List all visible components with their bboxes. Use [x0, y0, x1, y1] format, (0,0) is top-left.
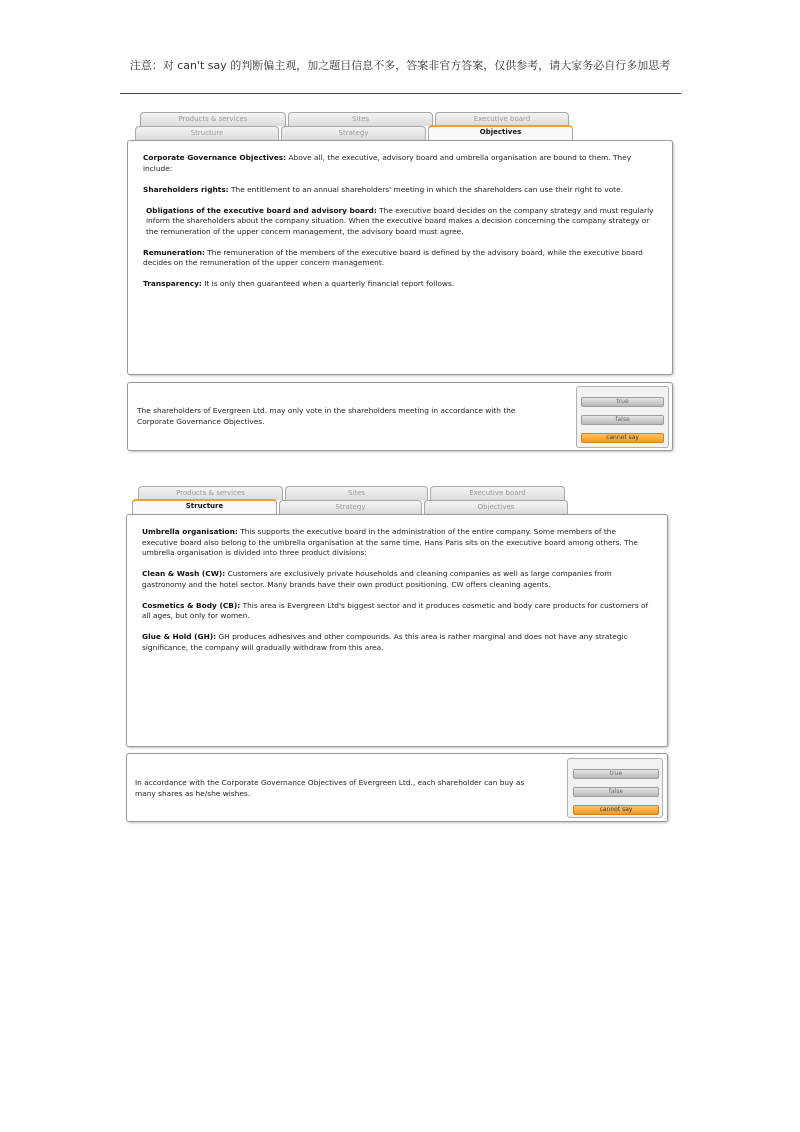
answer-cannot-say-button[interactable]: cannot say [573, 805, 659, 815]
tab-objectives[interactable]: Objectives [424, 500, 568, 514]
paragraph [143, 206, 658, 238]
paragraph-title: Shareholders rights: [143, 184, 229, 194]
paragraph-title: Obligations of the executive board and advisory board: [146, 205, 377, 215]
paragraph [143, 248, 658, 269]
paragraph-text: The entitlement to an annual shareholders' meeting in which the shareholders can use their right to vote. [228, 184, 623, 194]
tab-strategy[interactable]: Strategy [281, 126, 426, 140]
header-divider [120, 93, 681, 94]
answer-false-button[interactable]: false [573, 787, 659, 797]
tab-sites[interactable]: Sites [285, 486, 428, 500]
paragraph-title: Corporate Governance Objectives: [143, 153, 287, 162]
question-panel [127, 382, 673, 451]
paragraph [142, 632, 653, 653]
content-panel [126, 514, 668, 747]
paragraph [143, 185, 658, 196]
answer-true-button[interactable]: true [573, 769, 659, 779]
tab-strategy[interactable]: Strategy [279, 500, 422, 514]
tab-products-services[interactable]: Products & services [140, 112, 286, 126]
question-text: The shareholders of Evergreen Ltd. may only vote in the shareholders meeting in accordance with the Corporate Governance Objectives. [137, 406, 516, 426]
tab-products-services[interactable]: Products & services [138, 486, 283, 500]
paragraph [142, 569, 653, 590]
answer-group [567, 758, 663, 818]
paragraph-text: The remuneration of the members of the executive board is defined by the advisory board, while the executive board decides on the remuneration of the upper concern management. [143, 247, 643, 267]
paragraph-title: Transparency: [143, 279, 202, 288]
content-panel [127, 140, 673, 375]
tab-sites[interactable]: Sites [288, 112, 433, 126]
paragraph-title: Cosmetics & Body (CB): [142, 600, 241, 610]
header-note: 注意：对 can't say 的判断偏主观，加之题目信息不多，答案非官方答案，仅供参考，请大家务必自行多加思考 [129, 59, 671, 72]
question-text: In accordance with the Corporate Governance Objectives of Evergreen Ltd., each shareholder can buy as many shares as he/she wishes. [135, 778, 525, 798]
paragraph [143, 279, 658, 290]
answer-true-button[interactable]: true [581, 397, 664, 407]
tab-structure[interactable]: Structure [135, 126, 279, 140]
paragraph-text: Customers are exclusively private households and cleaning companies as well as large companies from gastronomy and the hotel sector. Many brands have their own product positioning. CW offers cleaning agents. [142, 569, 612, 589]
paragraph [142, 601, 653, 622]
paragraph-title: Clean & Wash (CW): [142, 569, 226, 578]
paragraph-title: Glue & Hold (GH): [142, 632, 217, 641]
paragraph-title: Umbrella organisation: [142, 527, 238, 536]
paragraph [143, 153, 658, 174]
answer-false-button[interactable]: false [581, 415, 664, 425]
question-panel [126, 753, 668, 822]
paragraph-text: This area is Evergreen Ltd's biggest sector and it produces cosmetic and body care products for customers of all ages, but only for women. [142, 600, 649, 620]
answer-cannot-say-button[interactable]: cannot say [581, 433, 664, 443]
tab-executive-board[interactable]: Executive board [430, 486, 565, 500]
paragraph-text: It is only then guaranteed when a quarterly financial report follows. [201, 279, 455, 288]
paragraph-text: Above all, the executive, advisory board and umbrella organisation are bound to them. They include: [143, 153, 632, 173]
answer-group [576, 386, 669, 448]
tab-executive-board[interactable]: Executive board [435, 112, 569, 126]
paragraph [142, 527, 653, 559]
tab-structure[interactable]: Structure [132, 499, 277, 514]
tab-objectives[interactable]: Objectives [428, 125, 573, 140]
paragraph-text: This supports the executive board in the administration of the entire company. Some members of the executive board also belong to the umbrella organisation at the same time. Hans Paris sits on the executive board among others. The umbrella organisation is divided into three product divisions: [142, 527, 638, 557]
paragraph-text: The executive board decides on the company strategy and must regularly inform the shareholders about the company situation. When the executive board makes a decision concerning the company strategy or the remuneration of the upper concern management, the advisory board must agree. [146, 205, 654, 236]
paragraph-title: Remuneration: [143, 247, 205, 257]
paragraph-text: GH produces adhesives and other compounds. As this area is rather marginal and does not have any strategic significance, the company will gradually withdraw from this area. [142, 632, 628, 652]
